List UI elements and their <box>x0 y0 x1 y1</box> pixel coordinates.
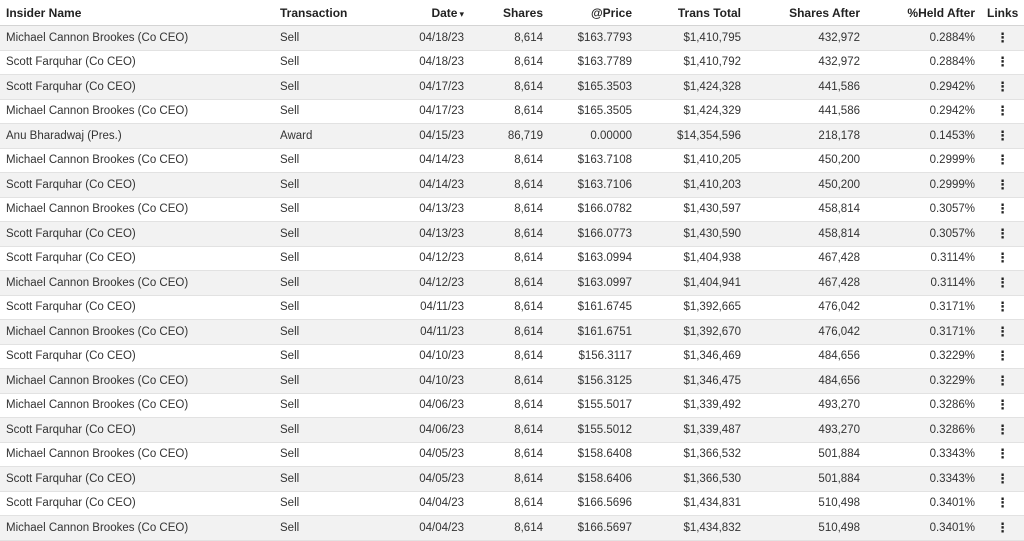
cell-links <box>981 246 1024 271</box>
cell-held-after: 0.2884% <box>866 26 981 51</box>
cell-shares-after: 510,498 <box>747 516 866 541</box>
more-options-icon[interactable]: ⋮ <box>996 78 1009 94</box>
cell-held-after: 0.3114% <box>866 246 981 271</box>
cell-transaction: Sell <box>274 75 354 100</box>
cell-insider-name: Scott Farquhar (Co CEO) <box>0 246 274 271</box>
cell-date: 04/10/23 <box>354 344 470 369</box>
cell-trans-total: $1,430,597 <box>638 197 747 222</box>
cell-insider-name: Scott Farquhar (Co CEO) <box>0 467 274 492</box>
more-options-icon[interactable]: ⋮ <box>996 470 1009 486</box>
cell-held-after: 0.3114% <box>866 271 981 296</box>
cell-trans-total: $1,404,938 <box>638 246 747 271</box>
more-options-icon[interactable]: ⋮ <box>996 176 1009 192</box>
cell-date: 04/15/23 <box>354 124 470 149</box>
cell-insider-name: Michael Cannon Brookes (Co CEO) <box>0 148 274 173</box>
more-options-icon[interactable]: ⋮ <box>996 519 1009 535</box>
cell-held-after: 0.1453% <box>866 124 981 149</box>
cell-trans-total: $1,346,469 <box>638 344 747 369</box>
cell-date: 04/17/23 <box>354 75 470 100</box>
cell-links <box>981 148 1024 173</box>
cell-shares: 8,614 <box>470 467 549 492</box>
table-row <box>0 197 1024 222</box>
cell-transaction: Sell <box>274 442 354 467</box>
cell-shares-after: 458,814 <box>747 197 866 222</box>
more-options-icon[interactable]: ⋮ <box>996 348 1009 364</box>
cell-date: 04/13/23 <box>354 197 470 222</box>
cell-shares: 8,614 <box>470 271 549 296</box>
cell-links <box>981 467 1024 492</box>
cell-held-after: 0.2999% <box>866 148 981 173</box>
cell-shares-after: 467,428 <box>747 271 866 296</box>
cell-price: $166.5696 <box>549 491 638 516</box>
cell-shares: 8,614 <box>470 491 549 516</box>
cell-shares: 8,614 <box>470 197 549 222</box>
table-row <box>0 50 1024 75</box>
cell-links <box>981 295 1024 320</box>
cell-trans-total: $1,424,328 <box>638 75 747 100</box>
cell-transaction: Award <box>274 124 354 149</box>
cell-price: $158.6408 <box>549 442 638 467</box>
cell-held-after: 0.3057% <box>866 222 981 247</box>
cell-shares-after: 218,178 <box>747 124 866 149</box>
cell-price: $163.7108 <box>549 148 638 173</box>
cell-shares-after: 476,042 <box>747 295 866 320</box>
table-row <box>0 393 1024 418</box>
table-row <box>0 491 1024 516</box>
cell-held-after: 0.3286% <box>866 393 981 418</box>
table-body <box>0 26 1024 541</box>
cell-shares-after: 484,656 <box>747 344 866 369</box>
cell-shares: 8,614 <box>470 369 549 394</box>
cell-trans-total: $1,410,203 <box>638 173 747 198</box>
cell-held-after: 0.3229% <box>866 369 981 394</box>
table-row <box>0 173 1024 198</box>
cell-transaction: Sell <box>274 148 354 173</box>
cell-shares-after: 432,972 <box>747 26 866 51</box>
cell-insider-name: Michael Cannon Brookes (Co CEO) <box>0 393 274 418</box>
cell-price: $166.0773 <box>549 222 638 247</box>
cell-links <box>981 491 1024 516</box>
cell-price: $163.0997 <box>549 271 638 296</box>
more-options-icon[interactable]: ⋮ <box>996 397 1009 413</box>
cell-price: $166.0782 <box>549 197 638 222</box>
cell-shares-after: 467,428 <box>747 246 866 271</box>
cell-date: 04/11/23 <box>354 295 470 320</box>
more-options-icon[interactable]: ⋮ <box>996 299 1009 315</box>
cell-shares-after: 501,884 <box>747 467 866 492</box>
cell-transaction: Sell <box>274 369 354 394</box>
col-header-shares-after[interactable]: Shares After <box>747 0 866 26</box>
cell-insider-name: Scott Farquhar (Co CEO) <box>0 50 274 75</box>
more-options-icon[interactable]: ⋮ <box>996 103 1009 119</box>
cell-shares-after: 441,586 <box>747 99 866 124</box>
cell-held-after: 0.3401% <box>866 516 981 541</box>
cell-date: 04/05/23 <box>354 442 470 467</box>
cell-trans-total: $14,354,596 <box>638 124 747 149</box>
col-header-price[interactable]: @Price <box>549 0 638 26</box>
cell-shares-after: 432,972 <box>747 50 866 75</box>
cell-trans-total: $1,410,795 <box>638 26 747 51</box>
cell-held-after: 0.3343% <box>866 467 981 492</box>
cell-shares-after: 493,270 <box>747 418 866 443</box>
cell-date: 04/13/23 <box>354 222 470 247</box>
cell-insider-name: Scott Farquhar (Co CEO) <box>0 173 274 198</box>
table-row <box>0 295 1024 320</box>
table-row <box>0 320 1024 345</box>
more-options-icon[interactable]: ⋮ <box>996 274 1009 290</box>
cell-held-after: 0.3171% <box>866 320 981 345</box>
cell-trans-total: $1,392,670 <box>638 320 747 345</box>
cell-shares: 8,614 <box>470 75 549 100</box>
more-options-icon[interactable]: ⋮ <box>996 495 1009 511</box>
cell-insider-name: Michael Cannon Brookes (Co CEO) <box>0 271 274 296</box>
cell-insider-name: Scott Farquhar (Co CEO) <box>0 222 274 247</box>
cell-transaction: Sell <box>274 50 354 75</box>
table-header-row <box>0 0 1024 26</box>
more-options-icon[interactable]: ⋮ <box>996 29 1009 45</box>
cell-insider-name: Scott Farquhar (Co CEO) <box>0 344 274 369</box>
cell-trans-total: $1,339,487 <box>638 418 747 443</box>
cell-date: 04/04/23 <box>354 516 470 541</box>
cell-transaction: Sell <box>274 26 354 51</box>
cell-price: $161.6751 <box>549 320 638 345</box>
col-header-trans-total[interactable]: Trans Total <box>638 0 747 26</box>
cell-shares: 8,614 <box>470 295 549 320</box>
cell-links <box>981 393 1024 418</box>
table-row <box>0 344 1024 369</box>
cell-price: $165.3505 <box>549 99 638 124</box>
cell-insider-name: Scott Farquhar (Co CEO) <box>0 491 274 516</box>
cell-links <box>981 516 1024 541</box>
cell-insider-name: Michael Cannon Brookes (Co CEO) <box>0 369 274 394</box>
cell-trans-total: $1,366,532 <box>638 442 747 467</box>
col-header-held-after[interactable]: %Held After <box>866 0 981 26</box>
cell-date: 04/11/23 <box>354 320 470 345</box>
cell-date: 04/18/23 <box>354 26 470 51</box>
cell-transaction: Sell <box>274 246 354 271</box>
cell-transaction: Sell <box>274 393 354 418</box>
cell-insider-name: Scott Farquhar (Co CEO) <box>0 75 274 100</box>
cell-shares: 8,614 <box>470 99 549 124</box>
cell-trans-total: $1,339,492 <box>638 393 747 418</box>
cell-price: $163.7789 <box>549 50 638 75</box>
cell-price: $156.3125 <box>549 369 638 394</box>
cell-insider-name: Michael Cannon Brookes (Co CEO) <box>0 197 274 222</box>
cell-links <box>981 344 1024 369</box>
cell-price: $165.3503 <box>549 75 638 100</box>
cell-date: 04/18/23 <box>354 50 470 75</box>
more-options-icon[interactable]: ⋮ <box>996 201 1009 217</box>
cell-trans-total: $1,410,205 <box>638 148 747 173</box>
cell-links <box>981 222 1024 247</box>
cell-links <box>981 75 1024 100</box>
cell-transaction: Sell <box>274 295 354 320</box>
table-row <box>0 271 1024 296</box>
cell-shares: 8,614 <box>470 418 549 443</box>
cell-held-after: 0.3286% <box>866 418 981 443</box>
cell-trans-total: $1,424,329 <box>638 99 747 124</box>
cell-links <box>981 173 1024 198</box>
cell-price: $156.3117 <box>549 344 638 369</box>
cell-shares: 8,614 <box>470 246 549 271</box>
more-options-icon[interactable]: ⋮ <box>996 54 1009 70</box>
cell-date: 04/05/23 <box>354 467 470 492</box>
cell-links <box>981 26 1024 51</box>
cell-insider-name: Michael Cannon Brookes (Co CEO) <box>0 516 274 541</box>
cell-transaction: Sell <box>274 320 354 345</box>
cell-transaction: Sell <box>274 418 354 443</box>
cell-held-after: 0.3401% <box>866 491 981 516</box>
cell-insider-name: Michael Cannon Brookes (Co CEO) <box>0 26 274 51</box>
cell-held-after: 0.2942% <box>866 99 981 124</box>
cell-transaction: Sell <box>274 491 354 516</box>
cell-date: 04/04/23 <box>354 491 470 516</box>
table-row <box>0 418 1024 443</box>
cell-date: 04/14/23 <box>354 173 470 198</box>
table-row <box>0 442 1024 467</box>
cell-trans-total: $1,434,831 <box>638 491 747 516</box>
sort-desc-icon: ▾ <box>459 8 464 19</box>
cell-shares-after: 458,814 <box>747 222 866 247</box>
cell-trans-total: $1,430,590 <box>638 222 747 247</box>
cell-shares-after: 484,656 <box>747 369 866 394</box>
table-row <box>0 222 1024 247</box>
col-header-insider-name[interactable]: Insider Name <box>0 0 274 26</box>
cell-insider-name: Michael Cannon Brookes (Co CEO) <box>0 99 274 124</box>
cell-held-after: 0.3229% <box>866 344 981 369</box>
cell-date: 04/14/23 <box>354 148 470 173</box>
cell-shares-after: 450,200 <box>747 173 866 198</box>
cell-trans-total: $1,434,832 <box>638 516 747 541</box>
cell-transaction: Sell <box>274 271 354 296</box>
cell-transaction: Sell <box>274 173 354 198</box>
cell-insider-name: Anu Bharadwaj (Pres.) <box>0 124 274 149</box>
more-options-icon[interactable]: ⋮ <box>996 127 1009 143</box>
cell-shares: 8,614 <box>470 442 549 467</box>
cell-shares-after: 450,200 <box>747 148 866 173</box>
table-row <box>0 516 1024 541</box>
cell-transaction: Sell <box>274 222 354 247</box>
cell-transaction: Sell <box>274 197 354 222</box>
cell-trans-total: $1,404,941 <box>638 271 747 296</box>
col-header-date[interactable]: Date ▾ <box>354 0 470 26</box>
cell-shares-after: 493,270 <box>747 393 866 418</box>
cell-trans-total: $1,346,475 <box>638 369 747 394</box>
table-row <box>0 75 1024 100</box>
cell-date: 04/06/23 <box>354 418 470 443</box>
cell-held-after: 0.3171% <box>866 295 981 320</box>
cell-price: $155.5012 <box>549 418 638 443</box>
cell-held-after: 0.2942% <box>866 75 981 100</box>
col-header-shares[interactable]: Shares <box>470 0 549 26</box>
cell-trans-total: $1,392,665 <box>638 295 747 320</box>
more-options-icon[interactable]: ⋮ <box>996 225 1009 241</box>
cell-insider-name: Scott Farquhar (Co CEO) <box>0 418 274 443</box>
cell-links <box>981 99 1024 124</box>
cell-date: 04/12/23 <box>354 271 470 296</box>
cell-shares-after: 476,042 <box>747 320 866 345</box>
cell-links <box>981 50 1024 75</box>
cell-held-after: 0.3343% <box>866 442 981 467</box>
cell-price: $158.6406 <box>549 467 638 492</box>
cell-shares: 8,614 <box>470 148 549 173</box>
cell-date: 04/10/23 <box>354 369 470 394</box>
cell-transaction: Sell <box>274 344 354 369</box>
cell-held-after: 0.2999% <box>866 173 981 198</box>
table-row <box>0 148 1024 173</box>
cell-transaction: Sell <box>274 99 354 124</box>
cell-links <box>981 418 1024 443</box>
cell-shares-after: 441,586 <box>747 75 866 100</box>
cell-price: $163.0994 <box>549 246 638 271</box>
cell-transaction: Sell <box>274 516 354 541</box>
cell-shares: 8,614 <box>470 516 549 541</box>
table-row <box>0 246 1024 271</box>
cell-shares: 8,614 <box>470 320 549 345</box>
cell-links <box>981 124 1024 149</box>
cell-links <box>981 271 1024 296</box>
table-row <box>0 124 1024 149</box>
cell-price: $155.5017 <box>549 393 638 418</box>
cell-shares: 8,614 <box>470 50 549 75</box>
cell-trans-total: $1,366,530 <box>638 467 747 492</box>
more-options-icon[interactable]: ⋮ <box>996 152 1009 168</box>
cell-price: $163.7793 <box>549 26 638 51</box>
cell-insider-name: Scott Farquhar (Co CEO) <box>0 295 274 320</box>
cell-held-after: 0.2884% <box>866 50 981 75</box>
cell-links <box>981 369 1024 394</box>
cell-date: 04/06/23 <box>354 393 470 418</box>
cell-links <box>981 197 1024 222</box>
cell-price: $163.7106 <box>549 173 638 198</box>
cell-date: 04/12/23 <box>354 246 470 271</box>
more-options-icon[interactable]: ⋮ <box>996 250 1009 266</box>
table-row <box>0 467 1024 492</box>
cell-shares: 8,614 <box>470 26 549 51</box>
cell-transaction: Sell <box>274 467 354 492</box>
cell-insider-name: Michael Cannon Brookes (Co CEO) <box>0 442 274 467</box>
cell-shares-after: 501,884 <box>747 442 866 467</box>
cell-price: $166.5697 <box>549 516 638 541</box>
cell-shares: 8,614 <box>470 344 549 369</box>
cell-shares: 8,614 <box>470 222 549 247</box>
more-options-icon[interactable]: ⋮ <box>996 421 1009 437</box>
more-options-icon[interactable]: ⋮ <box>996 446 1009 462</box>
cell-held-after: 0.3057% <box>866 197 981 222</box>
table-row <box>0 99 1024 124</box>
cell-shares: 86,719 <box>470 124 549 149</box>
col-header-transaction[interactable]: Transaction <box>274 0 354 26</box>
cell-price: 0.00000 <box>549 124 638 149</box>
cell-links <box>981 442 1024 467</box>
cell-shares: 8,614 <box>470 173 549 198</box>
cell-shares: 8,614 <box>470 393 549 418</box>
cell-links <box>981 320 1024 345</box>
more-options-icon[interactable]: ⋮ <box>996 372 1009 388</box>
table-row <box>0 26 1024 51</box>
more-options-icon[interactable]: ⋮ <box>996 323 1009 339</box>
col-header-links: Links <box>981 0 1024 26</box>
cell-date: 04/17/23 <box>354 99 470 124</box>
cell-price: $161.6745 <box>549 295 638 320</box>
table-row <box>0 369 1024 394</box>
cell-insider-name: Michael Cannon Brookes (Co CEO) <box>0 320 274 345</box>
cell-shares-after: 510,498 <box>747 491 866 516</box>
cell-trans-total: $1,410,792 <box>638 50 747 75</box>
